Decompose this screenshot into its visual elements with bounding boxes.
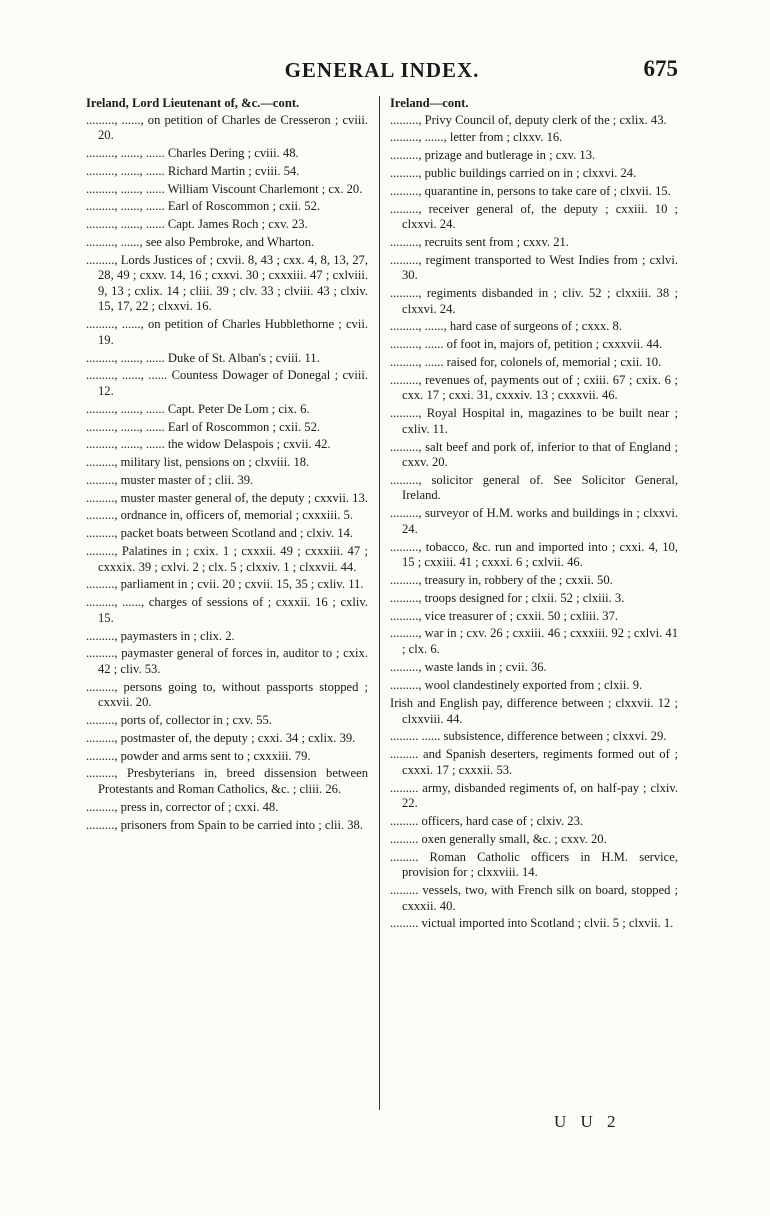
index-entry: Irish and English pay, difference between ; clxxvii. 12 ; clxxviii. 44. (390, 696, 678, 726)
index-entry: ........., prizage and butlerage in ; cxv. 13. (390, 148, 596, 163)
index-entry: ........., war in ; cxv. 26 ; cxxiii. 46 ; cxxxiii. 92 ; cxlvi. 41 ; clx. 6. (390, 626, 678, 656)
index-entry: ........., ordnance in, officers of, memorial ; cxxxiii. 5. (86, 508, 353, 523)
index-entry: ........., ......, ...... Earl of Roscommon ; cxii. 52. (86, 419, 321, 434)
index-entry: ........., tobacco, &c. run and imported into ; cxxi. 4, 10, 15 ; cxxiii. 41 ; cxxxi. 6 ; cxlvii. 46. (390, 539, 678, 570)
index-entry: ........., solicitor general of. See Solicitor General, Ireland. (390, 472, 678, 503)
index-entry: ........., paymasters in ; clix. 2. (86, 628, 235, 643)
index-entry: ........., ......, ...... Capt. Peter De Lom ; cix. 6. (86, 401, 310, 416)
index-entry: ........., public buildings carried on in ; clxxvi. 24. (390, 165, 637, 180)
entry-list (390, 113, 678, 932)
index-entry: ........., salt beef and pork of, inferior to that of England ; cxxv. 20. (390, 439, 678, 470)
index-entry: ........., powder and arms sent to ; cxxxiii. 79. (86, 748, 311, 763)
column-divider (379, 96, 380, 1110)
column-heading: Ireland, Lord Lieutenant of, &c.—cont. (86, 96, 300, 110)
index-entry: ........., packet boats between Scotland and ; clxiv. 14. (86, 526, 354, 541)
index-entry: ........., ......, ...... Capt. James Roch ; cxv. 23. (86, 217, 308, 232)
index-entry: ........., ......, ...... the widow Delaspois ; cxvii. 42. (86, 437, 331, 452)
index-entry: ........., Presbyterians in, breed dissension between Protestants and Roman Catholics, &c. ; cliii. 26. (86, 766, 368, 796)
index-entry: ........., ...... raised for, colonels of, memorial ; cxii. 10. (390, 354, 662, 369)
index-entry: ........., ......, hard case of surgeons of ; cxxx. 8. (390, 319, 623, 334)
index-entry: ........., military list, pensions on ; clxviii. 18. (86, 455, 310, 470)
index-entry: ........., ......, on petition of Charles de Cresseron ; cviii. 20. (86, 112, 368, 143)
signature-mark: U U 2 (554, 1112, 621, 1131)
index-entry: ......... victual imported into Scotland ; clvii. 5 ; clxvii. 1. (390, 916, 674, 931)
index-entry: ........., ......, see also Pembroke, and Wharton. (86, 234, 315, 249)
index-entry: ........., ......, letter from ; clxxv. 16. (390, 130, 563, 145)
index-entry: ........., ......, ...... Earl of Roscommon ; cxii. 52. (86, 199, 321, 214)
index-entry: ........., postmaster of, the deputy ; cxxi. 34 ; cxlix. 39. (86, 730, 356, 745)
index-entry: ........., regiments disbanded in ; cliv. 52 ; clxxiii. 38 ; clxxvi. 24. (390, 286, 678, 316)
index-entry: ........., receiver general of, the deputy ; cxxiii. 10 ; clxxvi. 24. (390, 201, 678, 232)
index-entry: ......... Roman Catholic officers in H.M. service, provision for ; clxxviii. 14. (390, 849, 678, 880)
index-entry: ......... officers, hard case of ; clxiv. 23. (390, 814, 584, 828)
index-entry: ........., ......, ...... William Viscount Charlemont ; cx. 20. (86, 181, 363, 196)
index-entry: ........., Palatines in ; cxix. 1 ; cxxxii. 49 ; cxxxiii. 47 ; cxxxix. 39 ; cxlvi. 2 ; clx. 5 ; clxxiv. 1 ; clxxvii. 44. (86, 544, 368, 574)
index-entry: ........., troops designed for ; clxii. 52 ; clxiii. 3. (390, 590, 625, 605)
index-entry: ........., wool clandestinely exported from ; clxii. 9. (390, 677, 643, 692)
index-entry: ........., parliament in ; cvii. 20 ; cxvii. 15, 35 ; cxliv. 11. (86, 577, 364, 592)
index-entry: ........., Lords Justices of ; cxvii. 8, 43 ; cxx. 4, 8, 13, 27, 28, 49 ; cxxv. 14, 16 ; cxxvi. 30 ; cxxxiii. 47 ; cxlviii. 9, 13 ; cxlix. 14 ; cliii. 39 ; clv. 33 ; clviii. 43 ; clxiv. 15, 17, 22 ; clxxvi. 16. (86, 252, 368, 314)
index-entry: ........., paymaster general of forces in, auditor to ; cxix. 42 ; cliv. 53. (86, 646, 368, 676)
page-number: 675 (643, 56, 678, 81)
index-entry: ........., prisoners from Spain to be carried into ; clii. 38. (86, 817, 364, 832)
index-entry: ........., ......, ...... Richard Martin ; cviii. 54. (86, 163, 300, 178)
index-entry: ......... vessels, two, with French silk on board, stopped ; cxxxii. 40. (390, 882, 678, 913)
entry-list (86, 113, 368, 834)
index-entry: ........., quarantine in, persons to take care of ; clxvii. 15. (390, 183, 671, 198)
index-entry: ........., ......, charges of sessions of ; cxxxii. 16 ; cxliv. 15. (86, 595, 368, 625)
index-entry: ........., vice treasurer of ; cxxii. 50 ; cxliii. 37. (390, 608, 619, 623)
index-entry: ......... army, disbanded regiments of, on half-pay ; clxiv. 22. (390, 780, 678, 811)
index-entry: ........., ports of, collector in ; cxv. 55. (86, 713, 272, 728)
index-entry: ........., revenues of, payments out of ; cxiii. 67 ; cxix. 6 ; cxx. 17 ; cxxi. 31, cxxxiv. 13 ; cxxxvii. 46. (390, 372, 678, 403)
index-entry: ........., recruits sent from ; cxxv. 21. (390, 234, 569, 249)
index-entry: ........., regiment transported to West Indies from ; cxlvi. 30. (390, 252, 678, 283)
index-entry: ........., ......, ...... Charles Dering ; cviii. 48. (86, 145, 299, 160)
index-entry: ........., press in, corrector of ; cxxi. 48. (86, 799, 279, 814)
index-entry: ........., muster master of ; clii. 39. (86, 472, 254, 487)
index-entry: ........., waste lands in ; cvii. 36. (390, 659, 547, 674)
index-entry: ......... ...... subsistence, difference between ; clxxvi. 29. (390, 729, 667, 744)
page-title: GENERAL INDEX. (284, 58, 480, 82)
index-entry: ........., Privy Council of, deputy clerk of the ; cxlix. 43. (390, 112, 667, 127)
column-heading: Ireland—cont. (390, 96, 469, 110)
index-entry: ........., ......, ...... Countess Dowager of Donegal ; cviii. 12. (86, 368, 368, 398)
index-entry: ........., ......, ...... Duke of St. Alban's ; cviii. 11. (86, 350, 320, 365)
index-entry: ........., surveyor of H.M. works and buildings in ; clxxvi. 24. (390, 506, 678, 536)
index-entry: ........., Royal Hospital in, magazines to be built near ; cxliv. 11. (390, 406, 678, 436)
running-head (86, 52, 678, 88)
index-entry: ........., ......, on petition of Charles Hubblethorne ; cvii. 19. (86, 317, 368, 347)
left-column (86, 96, 368, 835)
index-entry: ........., persons going to, without passports stopped ; cxxvii. 20. (86, 679, 368, 710)
index-entry: ......... oxen generally small, &c. ; cxxv. 20. (390, 831, 607, 846)
index-entry: ........., treasury in, robbery of the ; cxxii. 50. (390, 573, 613, 587)
right-column (390, 96, 678, 934)
index-entry: ......... and Spanish deserters, regiments formed out of ; cxxxi. 17 ; cxxxii. 53. (390, 747, 678, 777)
index-entry: ........., ...... of foot in, majors of, petition ; cxxxvii. 44. (390, 337, 663, 352)
index-entry: ........., muster master general of, the deputy ; cxxvii. 13. (86, 490, 368, 505)
